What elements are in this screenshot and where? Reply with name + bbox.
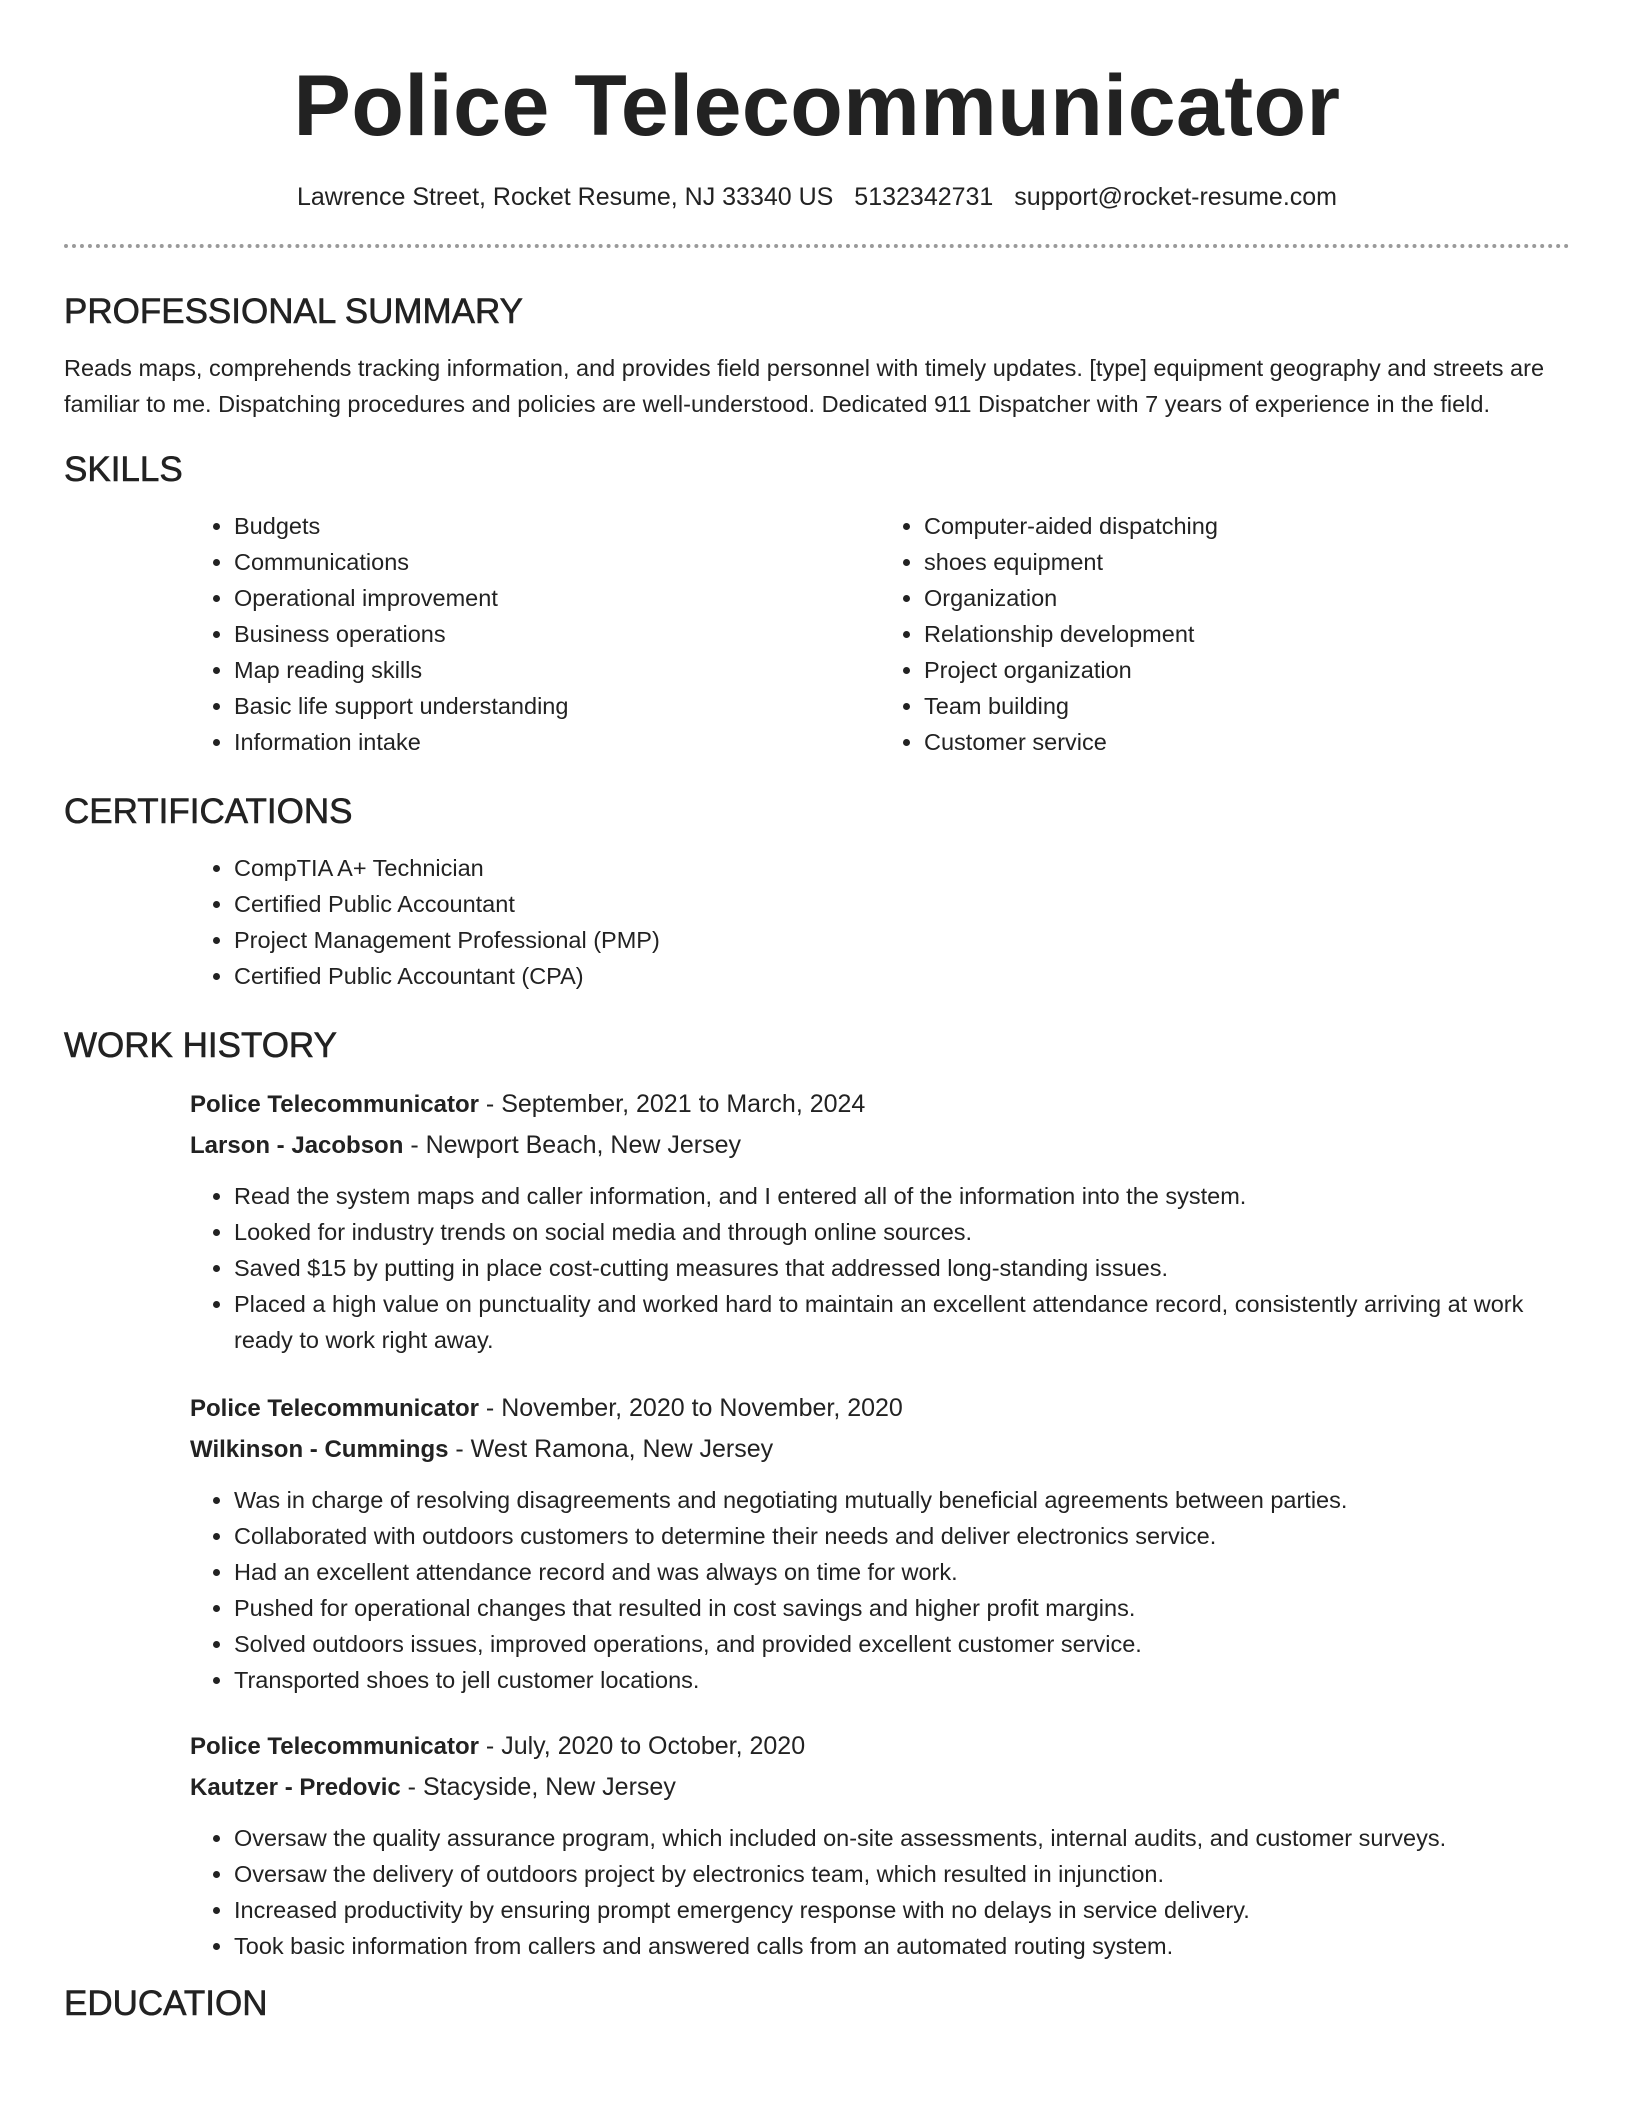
list-item: • Basic life support understanding [234, 688, 880, 724]
job-dates: - September, 2021 to March, 2024 [478, 1090, 866, 1118]
list-item: • Certified Public Accountant [234, 886, 1570, 922]
list-item: • Read the system maps and caller information, and I entered all of the information into the system. [234, 1178, 1570, 1214]
skills-heading: SKILLS [64, 450, 183, 489]
company-name: Kautzer - Predovic [190, 1774, 401, 1801]
list-item: • Took basic information from callers and answered calls from an automated routing system. [234, 1928, 1570, 1964]
job-entry [190, 1084, 1570, 1358]
company-location: - Newport Beach, New Jersey [403, 1131, 741, 1159]
skills-section [64, 448, 1570, 760]
company-line [190, 1767, 1570, 1808]
job-title-line [190, 1726, 1570, 1767]
list-item: • Organization [924, 580, 1570, 616]
certifications-heading: CERTIFICATIONS [64, 792, 353, 831]
list-item: • Oversaw the delivery of outdoors project by electronics team, which resulted in injunction. [234, 1856, 1570, 1892]
job-title-line [190, 1084, 1570, 1125]
list-item: • Team building [924, 688, 1570, 724]
list-item: • Information intake [234, 724, 880, 760]
list-item: • Placed a high value on punctuality and worked hard to maintain an excellent attendance record, consistently arriving at work ready to work right away. [234, 1286, 1570, 1358]
list-item: • Saved $15 by putting in place cost-cutting measures that addressed long-standing issues. [234, 1250, 1570, 1286]
list-item: • Operational improvement [234, 580, 880, 616]
list-item: • Transported shoes to jell customer locations. [234, 1662, 1570, 1698]
work-history-heading: WORK HISTORY [64, 1026, 337, 1065]
job-title-line [190, 1388, 1570, 1429]
resume-page [64, 0, 1570, 2026]
candidate-name: Police Telecommunicator [293, 58, 1341, 154]
list-item: • Oversaw the quality assurance program, which included on-site assessments, internal audits, and customer surveys. [234, 1820, 1570, 1856]
list-item: • Was in charge of resolving disagreements and negotiating mutually beneficial agreements between parties. [234, 1482, 1570, 1518]
work-history-section [64, 1024, 1570, 1964]
contact-phone: 5132342731 [854, 183, 994, 211]
contact-address: Lawrence Street, Rocket Resume, NJ 33340 US [296, 183, 834, 211]
job-title: Police Telecommunicator [190, 1733, 479, 1760]
company-line [190, 1429, 1570, 1470]
list-item: • shoes equipment [924, 544, 1570, 580]
list-item: • Certified Public Accountant (CPA) [234, 958, 1570, 994]
company-name: Larson - Jacobson [190, 1132, 404, 1159]
list-item: • Solved outdoors issues, improved operations, and provided excellent customer service. [234, 1626, 1570, 1662]
list-item: • Budgets [234, 508, 880, 544]
list-item: • Increased productivity by ensuring prompt emergency response with no delays in service delivery. [234, 1892, 1570, 1928]
certifications-list [190, 850, 1570, 994]
list-item: • Customer service [924, 724, 1570, 760]
summary-section [64, 290, 1570, 422]
list-item: • CompTIA A+ Technician [234, 850, 1570, 886]
skills-columns [190, 508, 1570, 760]
job-entry [190, 1726, 1570, 1964]
job-title: Police Telecommunicator [190, 1395, 479, 1422]
contact-email: support@rocket-resume.com [1014, 183, 1338, 211]
job-bullets [190, 1178, 1570, 1358]
summary-text: Reads maps, comprehends tracking information, and provides field personnel with timely updates. [type] equipment geography and streets are familiar to me. Dispatching procedures and policies are well-understood. Dedicated 911 Dispatcher with 7 years of experience in the field. [64, 355, 1545, 417]
education-section [64, 1982, 1570, 2026]
list-item: • Looked for industry trends on social media and through online sources. [234, 1214, 1570, 1250]
list-item: • Pushed for operational changes that resulted in cost savings and higher profit margins. [234, 1590, 1570, 1626]
job-title: Police Telecommunicator [190, 1091, 479, 1118]
company-name: Wilkinson - Cummings [190, 1436, 449, 1463]
list-item: • Collaborated with outdoors customers to determine their needs and deliver electronics service. [234, 1518, 1570, 1554]
company-line [190, 1125, 1570, 1166]
job-bullets [190, 1482, 1570, 1698]
company-location: - Stacyside, New Jersey [400, 1773, 676, 1801]
list-item: • Project Management Professional (PMP) [234, 922, 1570, 958]
certifications-section [64, 790, 1570, 994]
header-divider [64, 244, 1570, 248]
contact-line [64, 180, 1570, 214]
job-dates: - July, 2020 to October, 2020 [478, 1732, 806, 1760]
summary-heading: PROFESSIONAL SUMMARY [64, 292, 523, 331]
list-item: • Project organization [924, 652, 1570, 688]
list-item: • Computer-aided dispatching [924, 508, 1570, 544]
list-item: • Relationship development [924, 616, 1570, 652]
list-item: • Communications [234, 544, 880, 580]
list-item: • Business operations [234, 616, 880, 652]
company-location: - West Ramona, New Jersey [448, 1435, 774, 1463]
list-item: • Had an excellent attendance record and was always on time for work. [234, 1554, 1570, 1590]
education-heading: EDUCATION [64, 1984, 268, 2023]
job-bullets [190, 1820, 1570, 1964]
list-item: • Map reading skills [234, 652, 880, 688]
job-dates: - November, 2020 to November, 2020 [478, 1394, 903, 1422]
skills-list-right [880, 508, 1570, 760]
job-entry [190, 1388, 1570, 1698]
jobs-list [190, 1084, 1570, 1964]
skills-list-left [190, 508, 880, 760]
